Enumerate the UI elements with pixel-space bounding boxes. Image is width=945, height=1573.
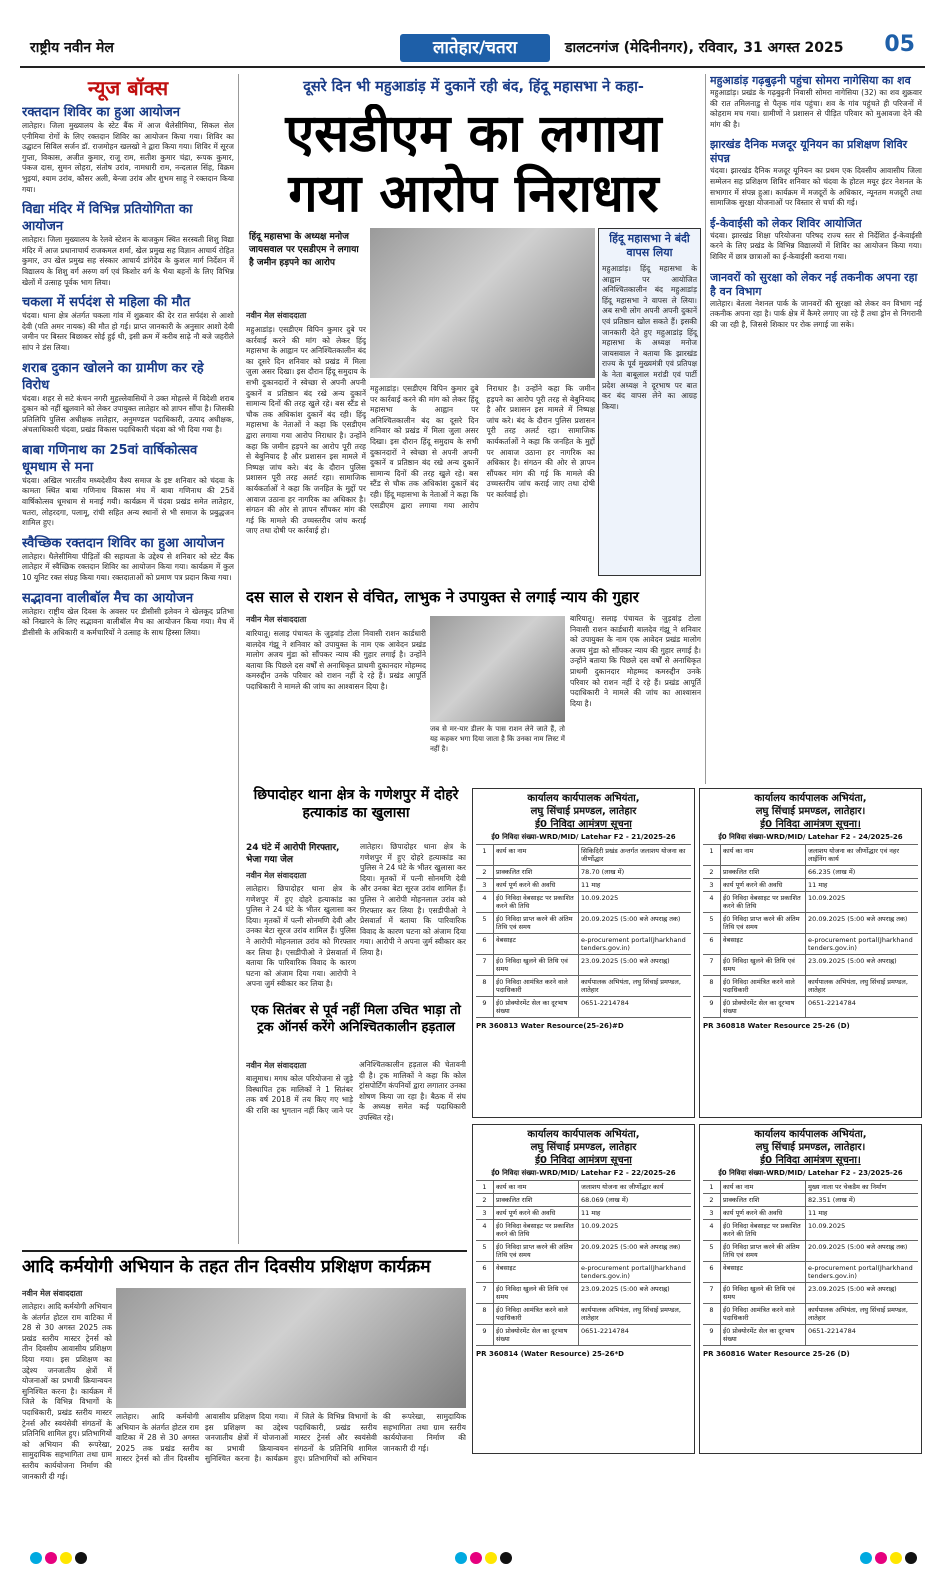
tender-office-line-2: लघु सिंचाई प्रमण्डल, लातेहार। <box>755 806 866 817</box>
color-swatches-center <box>455 1552 525 1566</box>
news-item-text: चंदवा। शहर से सटे कंचन नगरी मुहल्लेवासियों ने उक्त मोहल्ले में विदेशी शराब दुकान को नहीं खुलवाने को लेकर उपायुक्त लातेहार को ज्ञापन सौंपा है। जिसकी प्रतिलिपि पुलिस अधीक्षक लातेहार, अनुमण्डल पदाधिकारी, उत्पाद अधीक्षक, अंचलाधिकारी चंदवा, प्रखंड विकास पदाधिकारी चंदवा को भी दिया गया है। <box>22 393 234 435</box>
tender-cell: 4 <box>703 892 721 912</box>
tender-cell: 1 <box>476 845 494 865</box>
tender-notice <box>472 788 695 1118</box>
news-box-item <box>22 535 234 584</box>
tender-row <box>476 996 691 1017</box>
truck-headline: एक सितंबर से पूर्व नहीं मिला उचित भाड़ा तो ट्रक ऑनर्स करेंगे अनिश्चितकालीन हड़ताल <box>251 1003 461 1035</box>
tender-row <box>476 1324 691 1345</box>
murder-body-continued: लातेहार। छिपादोहर थाना क्षेत्र के गणेशपुर में हुए दोहरे हत्याकांड का पुलिस ने 24 घंटे के भीतर खुलासा कर दिया। मृतकों में पत्नी सोनमणि देवी और उनका बेटा सूरज उरांव शामिल हैं। पुलिस ने आरोपी मोहनलाल उरांव को गिरफ्तार कर लिया है। एसडीपीओ ने प्रेसवार्ता में बताया कि पारिवारिक विवाद के कारण घटना को अंजाम दिया गया। आरोपी ने अपना जुर्म स्वीकार कर लिया है। <box>360 842 466 957</box>
tender-office-line-2: लघु सिंचाई प्रमण्डल, लातेहार <box>530 806 637 817</box>
tender-title: ई0 निविदा आमंत्रण सूचना। <box>760 819 861 830</box>
news-item-text: लातेहार। राष्ट्रीय खेल दिवस के अवसर पर डीसीसी इलेवन ने खेलकूद प्रतिभा को निखारने के लिए सद्भावना वालीबॉल मैच का आयोजन किया गया। मैच में डीसीसी के अधिकारी व कर्मचारियों ने उत्साह के साथ हिस्सा लिया। <box>22 606 234 637</box>
news-item-headline: चकला में सर्पदंश से महिला की मौत <box>22 295 191 311</box>
lead-headline: एसडीएम का लगाया गया आरोप निराधार <box>285 104 662 224</box>
color-swatch <box>470 1552 482 1564</box>
tender-cell: 9 <box>703 1325 721 1345</box>
tender-title: ई0 निविदा आमंत्रण सूचना <box>535 819 632 830</box>
tender-reference: ई0 निविदा संख्या-WRD/MID/ Latehar F2 - 23/2025-26 <box>718 1169 903 1177</box>
tender-cell: ई0 निविदा खुलने की तिथि एवं समय <box>494 955 579 975</box>
tender-cell: e-procurement portal(Jharkhand tenders.gov.in) <box>808 1264 913 1280</box>
tender-cell: 1 <box>703 845 721 865</box>
lead-body-continued: महुआडांड़। एसडीएम विपिन कुमार दुबे पर कार्रवाई करने की मांग को लेकर हिंदू महासभा के आह्वान पर अनिश्चितकालीन बंद का दूसरे दिन शनिवार को प्रखंड में मिला जुला असर दिखा। इस दौरान हिंदू समुदाय के सभी दुकानदारों ने स्वेच्छा से अपनी अपनी दुकानें व प्रतिष्ठान बंद रखे अन्य दुकानें सामान्य दिनों की तरह खुले रहे। बस स्टैंड से चौक तक अधिकांश दुकानें बंद रही। हिंदू महासभा के नेताओं ने कहा कि एसडीएम द्वारा लगाया गया आरोप निराधार है। उन्होंने कहा कि जमीन हड़पने का आरोप पूरी तरह से बेबुनियाद है और प्रशासन इस मामले में निष्पक्ष जांच करे। बंद के दौरान पुलिस प्रशासन पूरी तरह अलर्ट रहा। सामाजिक कार्यकर्ताओं ने कहा कि जनहित के मुद्दों पर आवाज उठाना हर नागरिक का अधिकार है। संगठन की ओर से ज्ञापन सौंपकर मांग की गई कि मामले की उच्चस्तरीय जांच कराई जाए तथा दोषी पर कार्रवाई हो। <box>370 384 595 510</box>
tender-cell: 11 माह <box>808 881 828 889</box>
tender-cell: 5 <box>476 1241 494 1261</box>
tender-cell: 7 <box>703 1283 721 1303</box>
tender-table <box>703 844 918 1018</box>
tender-row <box>703 844 918 865</box>
tender-cell: ई0 प्रोक्योरमेंट सेल का दूरभाष संख्या <box>494 997 579 1017</box>
color-swatches-right <box>860 1552 930 1566</box>
tender-reference: ई0 निविदा संख्या-WRD/MID/ Latehar F2 - 24/2025-26 <box>718 833 903 841</box>
tender-cell: 4 <box>476 1220 494 1240</box>
tender-cell: 20.09.2025 (5:00 बजे अपराह्न तक) <box>581 915 681 923</box>
color-swatch <box>485 1552 497 1564</box>
tender-row <box>476 891 691 912</box>
tender-cell: 2 <box>476 1194 494 1206</box>
tender-cell: 0651-2214784 <box>808 1327 856 1335</box>
tender-cell: ई0 प्रोक्योरमेंट सेल का दूरभाष संख्या <box>721 1325 806 1345</box>
tenders-area <box>472 788 922 1456</box>
lead-kicker: दूसरे दिन भी महुआडांड़ में दुकानें रही बंद, हिंदू महासभा ने कहा- <box>303 79 644 95</box>
tender-row <box>476 878 691 891</box>
tender-row <box>703 954 918 975</box>
murder-body: 24 घंटे में आरोपी गिरफ्तार, भेजा गया जेल नवीन मेल संवाददाता लातेहार। छिपादोहर थाना क्षेत्र के गणेशपुर में हुए दोहरे हत्याकांड का पुलिस ने 24 घंटे के भीतर खुलासा कर दिया। मृतकों में पत्नी सोनमणि देवी और उनका बेटा सूरज उरांव शामिल हैं। पुलिस ने आरोपी मोहनलाल उरांव को गिरफ्तार कर लिया है। एसडीपीओ ने प्रेसवार्ता में बताया कि पारिवारिक विवाद के कारण घटना को अंजाम दिया गया। आरोपी ने अपना जुर्म स्वीकार कर लिया है। <box>246 843 356 989</box>
tender-cell: सिकिदिरी प्रखंड अन्तर्गत जलाशय योजना का जीर्णोद्धार <box>581 847 686 863</box>
tender-office: कार्यालय कार्यपालक अभियंता, <box>754 1129 867 1140</box>
tender-cell: e-procurement portal(Jharkhand tenders.gov.in) <box>581 936 686 952</box>
tender-cell: 11 माह <box>581 1209 601 1217</box>
tender-title: ई0 निविदा आमंत्रण सूचना। <box>760 1155 861 1166</box>
news-box-title: न्यूज बॉक्स <box>87 76 169 100</box>
tender-reference: ई0 निविदा संख्या-WRD/MID/ Latehar F2 - 21/2025-26 <box>491 833 676 841</box>
tender-row <box>476 1206 691 1219</box>
tender-cell: 7 <box>703 955 721 975</box>
tender-row <box>703 1240 918 1261</box>
tender-cell: ई0 निविदा प्राप्त करने की अंतिम तिथि एवं समय <box>494 1241 579 1261</box>
tender-cell: ई0 निविदा प्राप्त करने की अंतिम तिथि एवं समय <box>721 913 806 933</box>
right-item-headline: ई-केवाईसी को लेकर शिविर आयोजित <box>710 216 862 230</box>
dateline: डालटनगंज (मेदिनीनगर), रविवार, 31 अगस्त 2025 <box>565 40 844 56</box>
news-box <box>22 74 234 1244</box>
adi-body-continued: लातेहार। आदि कर्मयोगी अभियान के अंतर्गत होटल राम वाटिका में 28 से 30 अगस्त 2025 तक प्रखंड स्तरीय मास्टर ट्रेनर्स को तीन दिवसीय आवासीय प्रशिक्षण दिया गया। इस प्रशिक्षण का उद्देश्य जनजातीय क्षेत्रों में योजनाओं का प्रभावी क्रियान्वयन सुनिश्चित करना है। कार्यक्रम में जिले के विभिन्न विभागों के पदाधिकारी, प्रखंड स्तरीय मास्टर ट्रेनर्स और स्वयंसेवी संगठनों के प्रतिनिधि शामिल हुए। प्रतिभागियों को अभियान की रूपरेखा, सामुदायिक सहभागिता तथा ग्राम स्तरीय कार्ययोजना निर्माण की जानकारी दी गई। <box>116 1412 466 1464</box>
ration-caption: जब से मर-यार डीलर के पास राशन लेने जाते हैं, तो यह कहकर भगा दिया जाता है कि उनका नाम लिस्ट में नहीं है। <box>430 725 565 753</box>
color-swatch <box>455 1552 467 1564</box>
newspaper-logo: राष्ट्रीय नवीन मेल <box>30 40 114 56</box>
tender-cell: वेबसाइट <box>721 1262 806 1282</box>
tender-cell: 23.09.2025 (5:00 बजे अपराह्न) <box>581 957 670 965</box>
tender-row <box>703 1282 918 1303</box>
tender-cell: 68.069 (लाख में) <box>581 1196 629 1204</box>
tender-cell: 23.09.2025 (5:00 बजे अपराह्न) <box>808 957 897 965</box>
tender-cell: 2 <box>703 1194 721 1206</box>
tender-row <box>703 1206 918 1219</box>
right-item-headline: जानवरों को सुरक्षा को लेकर नई तकनीक अपना रहा है वन विभाग <box>710 270 918 298</box>
tender-row <box>703 878 918 891</box>
tender-cell: कार्य पूर्ण करने की अवधि <box>721 1207 806 1219</box>
adi-headline: आदि कर्मयोगी अभियान के तहत तीन दिवसीय प्रशिक्षण कार्यक्रम <box>22 1250 467 1282</box>
tender-cell: 2 <box>476 866 494 878</box>
right-column <box>710 74 922 784</box>
news-item-headline: शराब दुकान खोलने का ग्रामीण कर रहे विरोध <box>22 360 204 393</box>
tender-row <box>703 933 918 954</box>
tender-cell: 8 <box>703 976 721 996</box>
tender-row <box>703 975 918 996</box>
color-swatch <box>60 1552 72 1564</box>
tender-cell: 10.09.2025 <box>808 894 846 902</box>
tender-table <box>476 1180 691 1346</box>
tender-row <box>476 1282 691 1303</box>
tender-cell: ई0 निविदा वेबसाइट पर प्रकाशित करने की तिथि <box>721 1220 806 1240</box>
tender-cell: 82.351 (लाख में) <box>808 1196 856 1204</box>
tender-row <box>703 1261 918 1282</box>
right-item-text: लातेहार। बेतला नेशनल पार्क के जानवरों की सुरक्षा को लेकर वन विभाग नई तकनीक अपना रहा है। पार्क क्षेत्र में कैमरे लगाए जा रहे हैं तथा ड्रोन से निगरानी की जा रही है, जिससे शिकार पर रोक लगाई जा सके। <box>710 298 922 329</box>
ration-body: नवीन मेल संवाददाता बारियातू। सलाइ पंचायत के जुड़वांड़ टोला निवासी राशन कार्डधारी बालदेव गंझू ने शनिवार को उपायुक्त के नाम एक आवेदन प्रखंड मालोग अजय मुंडा को सौंपकर न्याय की गुहार लगाई है। उन्होंने बताया कि पिछले दस वर्षों से अनाधिकृत प्राथमी दुकानदार मोहम्मद कमरुद्दीन उनके परिवार को राशन नहीं दे रहे हैं। प्रखंड आपूर्ति पदाधिकारी ने मामले की जांच का आश्वासन दिया है। <box>246 615 426 691</box>
adi-photo <box>116 1288 466 1408</box>
tender-cell: 8 <box>476 1304 494 1324</box>
truck-body: नवीन मेल संवाददाता बालूमाथ। मगध कोल परियोजना से जुड़े विस्थापित ट्रक मालिकों ने 1 सितंबर तक वर्ष 2018 में तय किए गए भाड़े की राशि का भुगतान नहीं किए जाने पर अनिश्चितकालीन हड़ताल की चेतावनी दी है। ट्रक मालिकों ने कहा कि कोल ट्रांसपोर्टिंग कंपनियों द्वारा लगातार उनका शोषण किया जा रहा है। बैठक में संघ के अध्यक्ष समेत कई पदाधिकारी उपस्थित रहे। <box>246 1060 466 1122</box>
news-item-text: चंदवा। थाना क्षेत्र अंतर्गत चकला गांव में शुक्रवार की देर रात सर्पदंश से आशो देवी (पति अमर नायक) की मौत हो गई। प्राप्त जानकारी के अनुसार आशो देवी जमीन पर बिस्तर बिछाकर सोई हुई थी, इसी क्रम में करीब साढ़े नौ बजे जहरीले सांप ने डंस लिया। <box>22 311 234 352</box>
tender-notice <box>699 788 922 1118</box>
tender-cell: ई0 निविदा आमंत्रित करने वाले पदाधिकारी <box>494 976 579 996</box>
tender-row <box>476 975 691 996</box>
right-column-item <box>710 138 922 208</box>
tender-pr-number: PR 360816 Water Resource 25-26 (D) <box>703 1350 850 1358</box>
tender-cell: 6 <box>476 934 494 954</box>
tender-cell: 5 <box>703 1241 721 1261</box>
tender-cell: 8 <box>703 1304 721 1324</box>
tender-cell: ई0 प्रोक्योरमेंट सेल का दूरभाष संख्या <box>721 997 806 1017</box>
color-swatch <box>75 1552 87 1564</box>
tender-cell: 7 <box>476 1283 494 1303</box>
tender-cell: 9 <box>476 1325 494 1345</box>
tender-cell: ई0 निविदा वेबसाइट पर प्रकाशित करने की तिथि <box>721 892 806 912</box>
tender-office: कार्यालय कार्यपालक अभियंता, <box>754 793 867 804</box>
tender-row <box>476 933 691 954</box>
tender-cell: कार्यपालक अभियंता, लघु सिंचाई प्रमण्डल, लातेहार <box>581 1306 681 1322</box>
tender-office: कार्यालय कार्यपालक अभियंता, <box>527 793 640 804</box>
news-item-headline: स्वैच्छिक रक्तदान शिविर का हुआ आयोजन <box>22 535 225 551</box>
tender-cell: ई0 निविदा आमंत्रित करने वाले पदाधिकारी <box>721 976 806 996</box>
tender-cell: 6 <box>703 934 721 954</box>
tender-cell: 20.09.2025 (5:00 बजे अपराह्न तक) <box>808 1243 908 1251</box>
tender-cell: कार्य पूर्ण करने की अवधि <box>494 1207 579 1219</box>
tender-cell: 11 माह <box>808 1209 828 1217</box>
tender-row <box>703 1219 918 1240</box>
color-swatch <box>875 1552 887 1564</box>
tender-reference: ई0 निविदा संख्या-WRD/MID/ Latehar F2 - 22/2025-26 <box>491 1169 676 1177</box>
lead-photo <box>370 228 595 378</box>
tender-cell: कार्यपालक अभियंता, लघु सिंचाई प्रमण्डल, लातेहार <box>808 978 908 994</box>
tender-cell: ई0 निविदा प्राप्त करने की अंतिम तिथि एवं समय <box>494 913 579 933</box>
tender-cell: 1 <box>703 1181 721 1193</box>
column-rule <box>705 74 706 784</box>
tender-cell: 5 <box>476 913 494 933</box>
tender-cell: ई0 निविदा आमंत्रित करने वाले पदाधिकारी <box>494 1304 579 1324</box>
right-column-item <box>710 217 922 263</box>
tender-cell: 23.09.2025 (5:00 बजे अपराह्न) <box>808 1285 897 1293</box>
tender-cell: ई0 निविदा खुलने की तिथि एवं समय <box>721 1283 806 1303</box>
tender-row <box>703 996 918 1017</box>
column-rule <box>238 74 239 1244</box>
tender-cell: 3 <box>703 1207 721 1219</box>
right-item-text: चंदवा। झारखंड दैनिक मजदूर यूनियन का प्रथम एक दिवसीय आवासीय जिला सम्मेलन सह प्रशिक्षण शिविर शनिवार को चंदवा के होटल मयूर इंटर नेशनल के सभागार में संपन्न हुआ। कार्यक्रम में मजदूरों के अधिकार, न्यूनतम मजदूरी तथा सामाजिक सुरक्षा योजनाओं पर विस्तार से चर्चा की गई। <box>710 166 922 208</box>
tender-cell: 9 <box>703 997 721 1017</box>
tender-cell: वेबसाइट <box>494 1262 579 1282</box>
tender-notice <box>472 1124 695 1454</box>
tender-row <box>476 912 691 933</box>
tender-notice <box>699 1124 922 1454</box>
right-item-headline: महुआडांड़ गढ़बुढ़नी पहुंचा सोमरा नागेसिया का शव <box>710 74 911 87</box>
tender-pr-number: PR 360818 Water Resource 25-26 (D) <box>703 1022 850 1030</box>
tender-cell: 3 <box>476 879 494 891</box>
news-item-headline: सद्भावना वालीबॉल मैच का आयोजन <box>22 590 194 606</box>
tender-cell: 9 <box>476 997 494 1017</box>
tender-cell: ई0 प्रोक्योरमेंट सेल का दूरभाष संख्या <box>494 1325 579 1345</box>
murder-headline: छिपादोहर थाना क्षेत्र के गणेशपुर में दोहरे हत्याकांड का खुलासा <box>253 787 459 821</box>
news-item-headline: रक्तदान शिविर का हुआ आयोजन <box>22 105 180 120</box>
tender-cell: ई0 निविदा खुलने की तिथि एवं समय <box>494 1283 579 1303</box>
tender-cell: ई0 निविदा खुलने की तिथि एवं समय <box>721 955 806 975</box>
right-column-item <box>710 271 922 331</box>
tender-row <box>476 1240 691 1261</box>
ration-photo <box>430 616 565 722</box>
tender-cell: वेबसाइट <box>721 934 806 954</box>
tender-pr-number: PR 360814 (Water Resource) 25-26*D <box>476 1350 624 1358</box>
tender-cell: प्राक्कलित राशि <box>721 866 806 878</box>
tender-cell: कार्यपालक अभियंता, लघु सिंचाई प्रमण्डल, लातेहार <box>581 978 681 994</box>
news-box-item <box>22 360 234 436</box>
section-tab: लातेहार/चतरा <box>400 34 550 62</box>
news-item-text: चंदवा। अखिल भारतीय मध्यदेशीय वैश्य समाज के इष्ट शनिवार को चंदवा के कामता स्थित बाबा गणिनाथ विकास मंच में बाबा गणिनाथ की 25वें वार्षिकोत्सव धूमधाम से मनाई गयी। कार्यक्रम में चंदवा प्रखंड समेत लातेहार, चतरा, लोहरदगा, पलामू, रांची सहित अन्य स्थानों से भी समाज के प्रबुद्धजन शामिल हुए। <box>22 475 234 528</box>
tender-row <box>476 1193 691 1206</box>
lead-bullet: हिंदू महासभा के अध्यक्ष मनोज जायसवाल पर एसडीएम ने लगाया है जमीन हड़पने का आरोप <box>249 232 359 268</box>
adi-body: नवीन मेल संवाददाता लातेहार। आदि कर्मयोगी अभियान के अंतर्गत होटल राम वाटिका में 28 से 30 अगस्त 2025 तक प्रखंड स्तरीय मास्टर ट्रेनर्स को तीन दिवसीय आवासीय प्रशिक्षण दिया गया। इस प्रशिक्षण का उद्देश्य जनजातीय क्षेत्रों में योजनाओं का प्रभावी क्रियान्वयन सुनिश्चित करना है। कार्यक्रम में जिले के विभिन्न विभागों के पदाधिकारी, प्रखंड स्तरीय मास्टर ट्रेनर्स और स्वयंसेवी संगठनों के प्रतिनिधि शामिल हुए। प्रतिभागियों को अभियान की रूपरेखा, सामुदायिक सहभागिता तथा ग्राम स्तरीय कार्ययोजना निर्माण की जानकारी दी गई। <box>22 1289 112 1481</box>
tender-row <box>476 1180 691 1193</box>
tender-cell: 66.235 (लाख में) <box>808 868 856 876</box>
tender-cell: 10.09.2025 <box>581 894 619 902</box>
tender-table <box>703 1180 918 1346</box>
news-box-item <box>22 294 234 353</box>
tender-office-line-2: लघु सिंचाई प्रमण्डल, लातेहार <box>530 1142 637 1153</box>
tender-cell: प्राक्कलित राशि <box>494 1194 579 1206</box>
tender-cell: प्राक्कलित राशि <box>721 1194 806 1206</box>
tender-table <box>476 844 691 1018</box>
news-item-headline: बाबा गणिनाथ का 25वां वार्षिकोत्सव धूमधाम से मना <box>22 442 198 475</box>
tender-cell: कार्य पूर्ण करने की अवधि <box>721 879 806 891</box>
tender-row <box>703 1324 918 1345</box>
color-swatch <box>890 1552 902 1564</box>
tender-cell: 3 <box>476 1207 494 1219</box>
tender-cell: 6 <box>703 1262 721 1282</box>
tender-cell: वेबसाइट <box>494 934 579 954</box>
ration-headline: दस साल से राशन से वंचित, लाभुक ने उपायुक्त से लगाई न्याय की गुहार <box>246 588 639 606</box>
tender-cell: कार्य का नाम <box>494 845 579 865</box>
tender-office: कार्यालय कार्यपालक अभियंता, <box>527 1129 640 1140</box>
tender-row <box>703 912 918 933</box>
news-item-text: लातेहार। जिला मुख्यालय के स्टेट बैंक में आज थैलेसीमिया, सिकल सेल एनीमिया रोगों के लिए रक्तदान शिविर का आयोजन किया गया। शिविर का उद्घाटन सिविल सर्जन डॉ. राजमोहन खलखो ने द्वारा किया गया। शिविर में सूरज गुप्ता, विकास, अजीत कुमार, राजू राम, सतीश कुमार चंद्रा, रूपक कुमार, पंकज दास, सुमन लोहरा, संतोष उरांव, नामधारी राम, नन्दलाल सिंह, विक्रम भुइयां, श्याम उरांव, कौसर अली, बेन्जा उरांव और शुभम साहू ने रक्तदान किया गया। <box>22 121 234 194</box>
tender-cell: 4 <box>703 1220 721 1240</box>
tender-pr-number: PR 360813 Water Resource(25-26)#D <box>476 1022 624 1030</box>
tender-cell: जलाशय योजना का जीर्णोद्धार एवं नहर लाईनिंग कार्य <box>808 847 900 863</box>
news-box-item <box>22 590 234 639</box>
color-swatch <box>30 1552 42 1564</box>
news-item-headline: विद्या मंदिर में विभिन्न प्रतियोगिता का आयोजन <box>22 202 193 235</box>
tender-row <box>476 954 691 975</box>
tender-cell: 8 <box>476 976 494 996</box>
tender-title: ई0 निविदा आमंत्रण सूचना <box>535 1155 632 1166</box>
tender-cell: 1 <box>476 1181 494 1193</box>
color-swatch <box>860 1552 872 1564</box>
tender-cell: कार्यपालक अभियंता, लघु सिंचाई प्रमण्डल, लातेहार <box>808 1306 908 1322</box>
color-swatch <box>905 1552 917 1564</box>
masthead <box>20 30 925 68</box>
tender-cell: 23.09.2025 (5:00 बजे अपराह्न) <box>581 1285 670 1293</box>
right-item-text: चंदवा। झारखंड शिक्षा परियोजना परिषद राज्य स्तर से निर्देशित ई-केवाईसी करने के लिए प्रखंड के विभिन्न विद्यालयों में शिविर का आयोजन किया गया। शिविर में छात्र छात्राओं का ई-केवाईसी कराया गया। <box>710 230 922 261</box>
tender-cell: 0651-2214784 <box>808 999 856 1007</box>
tender-cell: 3 <box>703 879 721 891</box>
tender-cell: जलाशय योजना का जीर्णोद्धार कार्य <box>581 1183 664 1191</box>
color-swatch <box>45 1552 57 1564</box>
news-box-item <box>22 104 234 195</box>
tender-row <box>703 865 918 878</box>
tender-row <box>703 1193 918 1206</box>
tender-row <box>476 1219 691 1240</box>
tender-row <box>476 1261 691 1282</box>
tender-row <box>476 1303 691 1324</box>
tender-cell: 20.09.2025 (5:00 बजे अपराह्न तक) <box>808 915 908 923</box>
tender-row <box>476 844 691 865</box>
tender-cell: 20.09.2025 (5:00 बजे अपराह्न तक) <box>581 1243 681 1251</box>
tender-cell: 10.09.2025 <box>581 1222 619 1230</box>
tender-cell: कार्य का नाम <box>721 845 806 865</box>
tender-cell: ई0 निविदा प्राप्त करने की अंतिम तिथि एवं समय <box>721 1241 806 1261</box>
tender-row <box>703 1303 918 1324</box>
right-column-item <box>710 74 922 130</box>
tender-cell: 10.09.2025 <box>808 1222 846 1230</box>
news-item-text: लातेहार। जिला मुख्यालय के रेलवे स्टेशन के बाजकुम स्थित सरस्वती शिशु विद्या मंदिर में आज प्रधानाचार्य राजकमल शर्मा, खेल प्रमुख सह विज्ञान आचार्य रोहित कुमार, उप खेल प्रमुख सह संस्कार आचार्य डांगेदेव के कुशल मार्ग निर्देशन में विद्यालय के शिशु वर्ग अरुण वर्ग एवं किशोर वर्ग के भैया बहनों के लिए विभिन्न खेलों में उत्साह पूर्वक भाग लिया। <box>22 235 234 287</box>
tender-cell: 11 माह <box>581 881 601 889</box>
ration-body-continued: बारियातू। सलाइ पंचायत के जुड़वांड़ टोला निवासी राशन कार्डधारी बालदेव गंझू ने शनिवार को उपायुक्त के नाम एक आवेदन प्रखंड मालोग अजय मुंडा को सौंपकर न्याय की गुहार लगाई है। उन्होंने बताया कि पिछले दस वर्षों से अनाधिकृत प्राथमी दुकानदार मोहम्मद कमरुद्दीन उनके परिवार को राशन नहीं दे रहे हैं। प्रखंड आपूर्ति पदाधिकारी ने मामले की जांच का आश्वासन दिया है। <box>570 614 701 708</box>
tender-row <box>703 891 918 912</box>
tender-cell: 0651-2214784 <box>581 999 629 1007</box>
tender-cell: e-procurement portal(Jharkhand tenders.gov.in) <box>581 1264 686 1280</box>
color-swatch <box>500 1552 512 1564</box>
news-box-item <box>22 201 234 288</box>
tender-cell: 78.70 (लाख में) <box>581 868 625 876</box>
tender-cell: प्राक्कलित राशि <box>494 866 579 878</box>
news-box-item <box>22 442 234 529</box>
tender-cell: कार्य का नाम <box>494 1181 579 1193</box>
tender-office-line-2: लघु सिंचाई प्रमण्डल, लातेहार। <box>755 1142 866 1153</box>
right-item-headline: झारखंड दैनिक मजदूर यूनियन का प्रशिक्षण शिविर संपन्न <box>710 138 908 166</box>
tender-cell: 6 <box>476 1262 494 1282</box>
tender-row <box>476 865 691 878</box>
page-number: 05 <box>884 32 915 57</box>
right-item-text: महुआडांड़। प्रखंड के गढ़बुढ़नी निवासी सोमरा नागेसिया (32) का शव शुक्रवार की रात तमिलनाडु से पैतृक गांव पहुंचा। शव के गांव पहुंचते ही परिजनों में कोहराम मच गया। ग्रामीणों ने प्रशासन से पीड़ित परिवार को मुआवजा देने की मांग की है। <box>710 88 922 129</box>
news-item-text: लातेहार। थैलेसीमिया पीड़ितों की सहायता के उद्देश्य से शनिवार को स्टेट बैंक लातेहार में स्वैच्छिक रक्तदान शिविर का आयोजन किया गया। कार्यक्रम में कुल 10 यूनिट रक्त संग्रह किया गया। रक्तदाताओं को प्रमाण पत्र प्रदान किया गया। <box>22 551 234 583</box>
color-swatches-left <box>30 1552 100 1566</box>
tender-cell: e-procurement portal(Jharkhand tenders.gov.in) <box>808 936 913 952</box>
lead-sidebar: हिंदू महासभा ने बंदी वापस लिया महुआडांड़। हिंदू महासभा के आह्वान पर आयोजित अनिश्चितकालीन बंद महुआडांड़ हिंदू महासभा ने वापस ले लिया। अब सभी लोग अपनी अपनी दुकानें एवं प्रतिष्ठान खोल सकते हैं। इसकी जानकारी देते हुए महुआडांड़ हिंदू महासभा के अध्यक्ष मनोज जायसवाल ने बताया कि झारखंड राज्य के पूर्व मुख्यमंत्री एवं प्रतिपक्ष के नेता बाबूलाल मरांडी एवं पार्टी प्रदेश अध्यक्ष ने दूरभाष पर बात कर बंद वापस लेने का आग्रह किया। <box>598 228 701 576</box>
tender-cell: 4 <box>476 892 494 912</box>
tender-row <box>703 1180 918 1193</box>
tender-cell: 7 <box>476 955 494 975</box>
tender-cell: मुख्य नाला पर चेकडैम का निर्माण <box>808 1183 887 1191</box>
tender-cell: ई0 निविदा आमंत्रित करने वाले पदाधिकारी <box>721 1304 806 1324</box>
lead-body: नवीन मेल संवाददाता महुआडांड़। एसडीएम विपिन कुमार दुबे पर कार्रवाई करने की मांग को लेकर हिंदू महासभा के आह्वान पर अनिश्चितकालीन बंद का दूसरे दिन शनिवार को प्रखंड में मिला जुला असर दिखा। इस दौरान हिंदू समुदाय के सभी दुकानदारों ने स्वेच्छा से अपनी अपनी दुकानें व प्रतिष्ठान बंद रखे अन्य दुकानें सामान्य दिनों की तरह खुले रहे। बस स्टैंड से चौक तक अधिकांश दुकानें बंद रही। हिंदू महासभा के नेताओं ने कहा कि एसडीएम द्वारा लगाया गया आरोप निराधार है। उन्होंने कहा कि जमीन हड़पने का आरोप पूरी तरह से बेबुनियाद है और प्रशासन इस मामले में निष्पक्ष जांच करे। बंद के दौरान पुलिस प्रशासन पूरी तरह अलर्ट रहा। सामाजिक कार्यकर्ताओं ने कहा कि जनहित के मुद्दों पर आवाज उठाना हर नागरिक का अधिकार है। संगठन की ओर से ज्ञापन सौंपकर मांग की गई कि मामले की उच्चस्तरीय जांच कराई जाए तथा दोषी पर कार्रवाई हो। <box>246 311 366 536</box>
tender-cell: 0651-2214784 <box>581 1327 629 1335</box>
tender-cell: कार्य पूर्ण करने की अवधि <box>494 879 579 891</box>
tender-cell: कार्य का नाम <box>721 1181 806 1193</box>
tender-cell: 5 <box>703 913 721 933</box>
tender-cell: 2 <box>703 866 721 878</box>
tender-cell: ई0 निविदा वेबसाइट पर प्रकाशित करने की तिथि <box>494 892 579 912</box>
tender-cell: ई0 निविदा वेबसाइट पर प्रकाशित करने की तिथि <box>494 1220 579 1240</box>
